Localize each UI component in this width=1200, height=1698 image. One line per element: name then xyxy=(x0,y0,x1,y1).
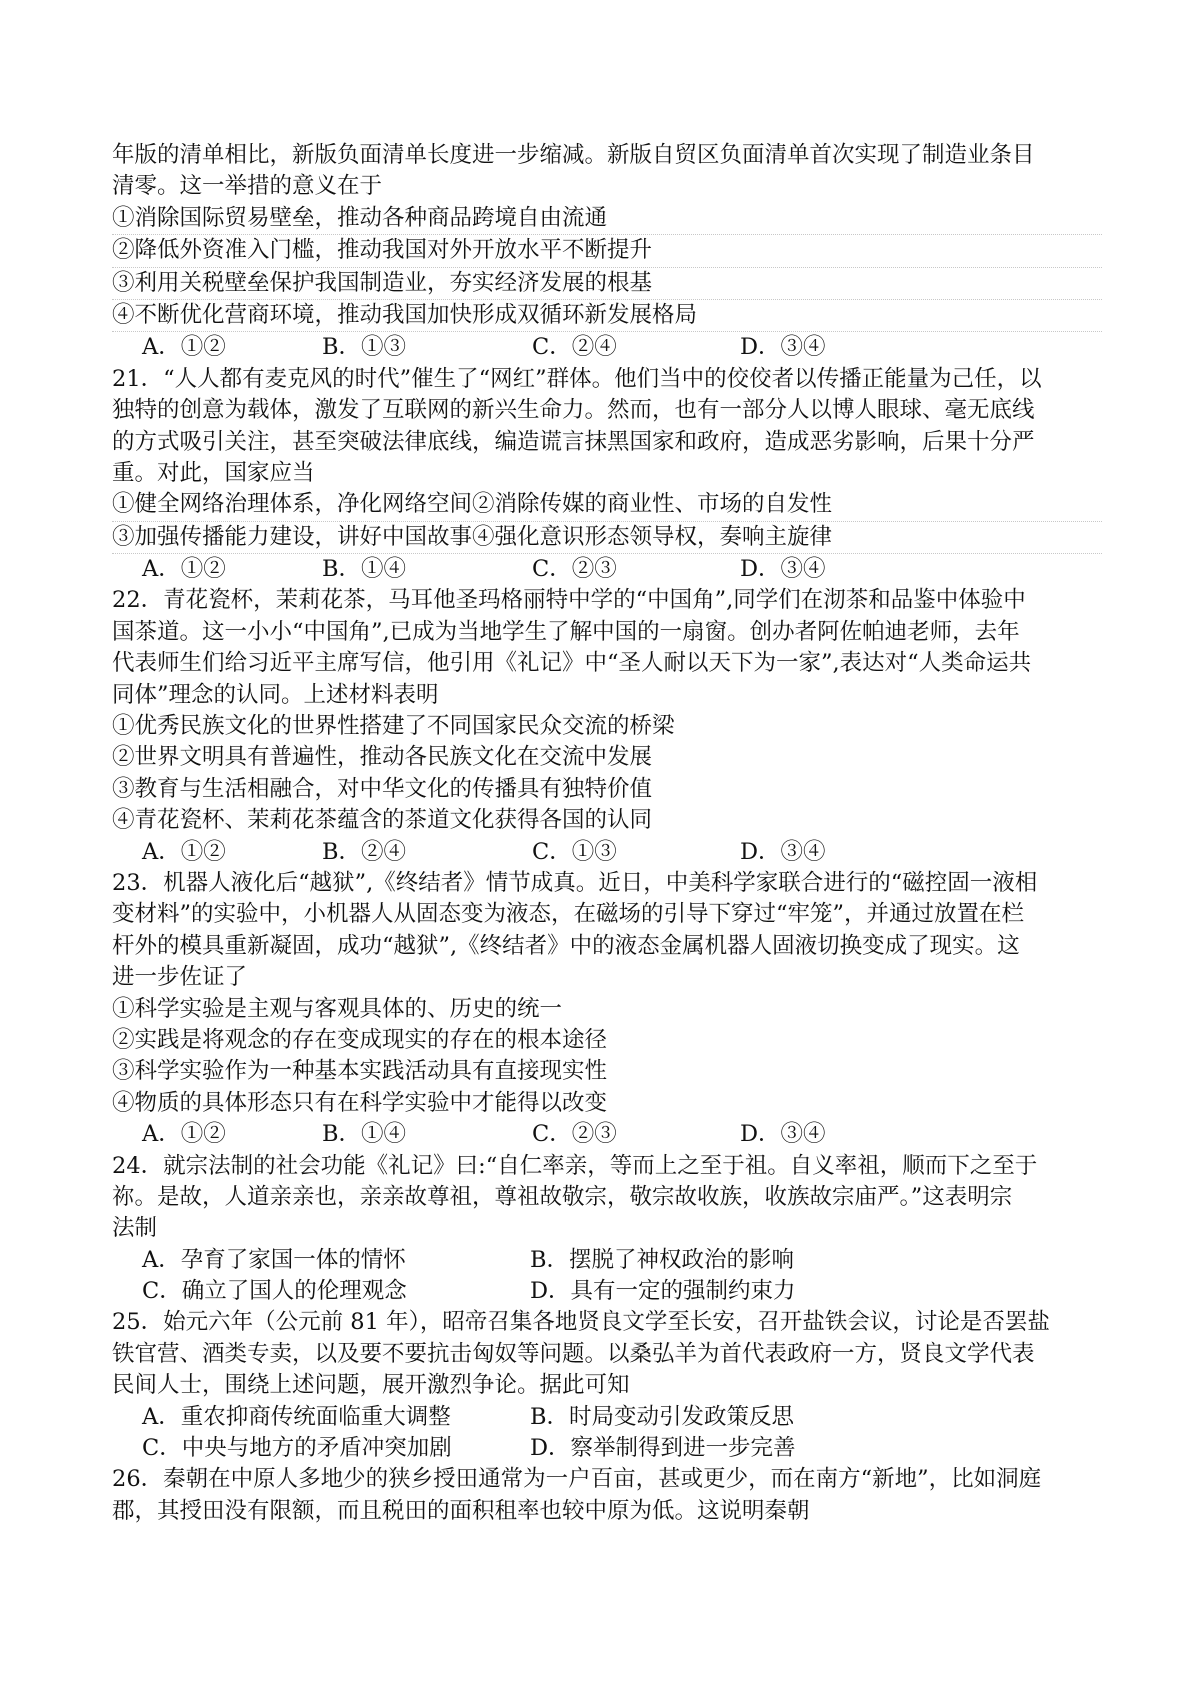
option-d: D．③④ xyxy=(740,1121,826,1148)
option-b: B．①④ xyxy=(322,556,407,583)
question-20-continued xyxy=(112,140,1102,364)
question-text-line: 铁官营、酒类专卖，以及要不要抗击匈奴等问题。以桑弘羊为首代表政府一方，贤良文学代表 xyxy=(112,1340,1035,1367)
question-text-line: 国茶道。这一小小“中国角”,已成为当地学生了解中国的一扇窗。创办者阿佐帕迪老师，去年 xyxy=(112,618,1020,645)
statement-item: ①优秀民族文化的世界性搭建了不同国家民众交流的桥梁 xyxy=(112,713,675,740)
question-25 xyxy=(112,1307,1102,1464)
question-text-line: 郡，其授田没有限额，而且税田的面积租率也较中原为低。这说明秦朝 xyxy=(112,1497,810,1524)
option-a: A．①② xyxy=(142,838,226,865)
option-c: C．②③ xyxy=(532,1121,617,1148)
statement-item: ④青花瓷杯、茉莉花茶蕴含的茶道文化获得各国的认同 xyxy=(112,807,653,834)
question-text-line: 独特的创意为载体，激发了互联网的新兴生命力。然而，也有一部分人以博人眼球、毫无底线 xyxy=(112,397,1035,424)
exam-page xyxy=(112,140,1102,1527)
question-text-line: 祢。是故，人道亲亲也，亲亲故尊祖，尊祖故敬宗，敬宗故收族，收族故宗庙严。”这表明宗 xyxy=(112,1183,1013,1210)
answer-options-row xyxy=(112,1402,1102,1433)
statement-item: ③科学实验作为一种基本实践活动具有直接现实性 xyxy=(112,1058,608,1085)
question-text-line: 24．就宗法制的社会功能《礼记》曰:“自仁率亲，等而上之至于祖。自义率祖，顺而下之至于 xyxy=(112,1152,1038,1179)
option-d: D．察举制得到进一步完善 xyxy=(530,1435,796,1462)
statement-item: ②降低外资准入门槛，推动我国对外开放水平不断提升 xyxy=(112,235,1102,267)
option-b: B．②④ xyxy=(322,838,407,865)
option-b: B．①③ xyxy=(322,334,407,361)
question-text-line: 杆外的模具重新凝固，成功“越狱”,《终结者》中的液态金属机器人固液切换变成了现实。这 xyxy=(112,932,1020,959)
question-26 xyxy=(112,1464,1102,1527)
question-text-line: 清零。这一举措的意义在于 xyxy=(112,173,383,200)
statement-item: ①科学实验是主观与客观具体的、历史的统一 xyxy=(112,995,563,1022)
option-c: C．中央与地方的矛盾冲突加剧 xyxy=(142,1435,452,1462)
option-a: A．①② xyxy=(142,334,226,361)
statement-item: ③利用关税壁垒保护我国制造业，夯实经济发展的根基 xyxy=(112,268,1102,300)
question-text-line: 25．始元六年（公元前 81 年），昭帝召集各地贤良文学至长安，召开盐铁会议，讨论是否罢盐 xyxy=(112,1309,1050,1336)
option-c: C．确立了国人的伦理观念 xyxy=(142,1278,407,1305)
question-text-line: 的方式吸引关注，甚至突破法律底线，编造谎言抹黑国家和政府，造成恶劣影响，后果十分严 xyxy=(112,428,1035,455)
option-a: A．①② xyxy=(142,556,226,583)
option-c: C．②④ xyxy=(532,334,617,361)
question-text-line: 代表师生们给习近平主席写信，他引用《礼记》中“圣人耐以天下为一家”,表达对“人类命运共 xyxy=(112,650,1032,677)
option-a: A．①② xyxy=(142,1121,226,1148)
option-c: C．①③ xyxy=(532,838,617,865)
statement-item: ③教育与生活相融合，对中华文化的传播具有独特价值 xyxy=(112,775,653,802)
answer-options xyxy=(112,837,1102,868)
question-23 xyxy=(112,868,1102,1151)
answer-options-row xyxy=(112,1433,1102,1464)
option-b: B．摆脱了神权政治的影响 xyxy=(530,1246,795,1273)
answer-options xyxy=(112,332,1102,363)
answer-options xyxy=(112,554,1102,585)
question-text-line: 22．青花瓷杯，茉莉花茶，马耳他圣玛格丽特中学的“中国角”,同学们在沏茶和品鉴中体验中 xyxy=(112,587,1026,614)
statement-item: ④物质的具体形态只有在科学实验中才能得以改变 xyxy=(112,1089,608,1116)
question-text-line: 法制 xyxy=(112,1215,158,1242)
answer-options-row xyxy=(112,1276,1102,1307)
question-text-line: 重。对此，国家应当 xyxy=(112,459,315,486)
question-21 xyxy=(112,364,1102,586)
statement-item: ④不断优化营商环境，推动我国加快形成双循环新发展格局 xyxy=(112,300,1102,332)
option-d: D．③④ xyxy=(740,556,826,583)
answer-options xyxy=(112,1119,1102,1150)
question-22 xyxy=(112,585,1102,868)
statement-item: ①消除国际贸易壁垒，推动各种商品跨境自由流通 xyxy=(112,203,1102,235)
option-a: A．孕育了家国一体的情怀 xyxy=(142,1246,406,1273)
answer-options-row xyxy=(112,1245,1102,1276)
question-text-line: 21．“人人都有麦克风的时代”催生了“网红”群体。他们当中的佼佼者以传播正能量为己任，以 xyxy=(112,365,1042,392)
option-b: B．①④ xyxy=(322,1121,407,1148)
option-b: B．时局变动引发政策反思 xyxy=(530,1403,795,1430)
question-text-line: 进一步佐证了 xyxy=(112,964,248,991)
option-d: D．③④ xyxy=(740,334,826,361)
option-d: D．③④ xyxy=(740,838,826,865)
question-text-line: 民间人士，围绕上述问题，展开激烈争论。据此可知 xyxy=(112,1372,630,1399)
option-a: A．重农抑商传统面临重大调整 xyxy=(142,1403,451,1430)
question-text-line: 同体”理念的认同。上述材料表明 xyxy=(112,681,439,708)
question-text-line: 年版的清单相比，新版负面清单长度进一步缩减。新版自贸区负面清单首次实现了制造业条目 xyxy=(112,142,1035,168)
statement-item: ②实践是将观念的存在变成现实的存在的根本途径 xyxy=(112,1026,608,1053)
option-d: D．具有一定的强制约束力 xyxy=(530,1278,796,1305)
question-text-line: 26．秦朝在中原人多地少的狭乡授田通常为一户百亩，甚或更少，而在南方“新地”，比如洞庭 xyxy=(112,1466,1042,1493)
option-c: C．②③ xyxy=(532,556,617,583)
statement-item: ②世界文明具有普遍性，推动各民族文化在交流中发展 xyxy=(112,744,653,771)
question-text-line: 变材料”的实验中，小机器人从固态变为液态，在磁场的引导下穿过“牢笼”，并通过放置在栏 xyxy=(112,901,1025,928)
statement-item: ①健全网络治理体系，净化网络空间②消除传媒的商业性、市场的自发性 xyxy=(112,489,1102,521)
question-24 xyxy=(112,1151,1102,1308)
statement-item: ③加强传播能力建设，讲好中国故事④强化意识形态领导权，奏响主旋律 xyxy=(112,522,1102,554)
question-text-line: 23．机器人液化后“越狱”,《终结者》情节成真。近日，中美科学家联合进行的“磁控固一液相 xyxy=(112,869,1038,896)
